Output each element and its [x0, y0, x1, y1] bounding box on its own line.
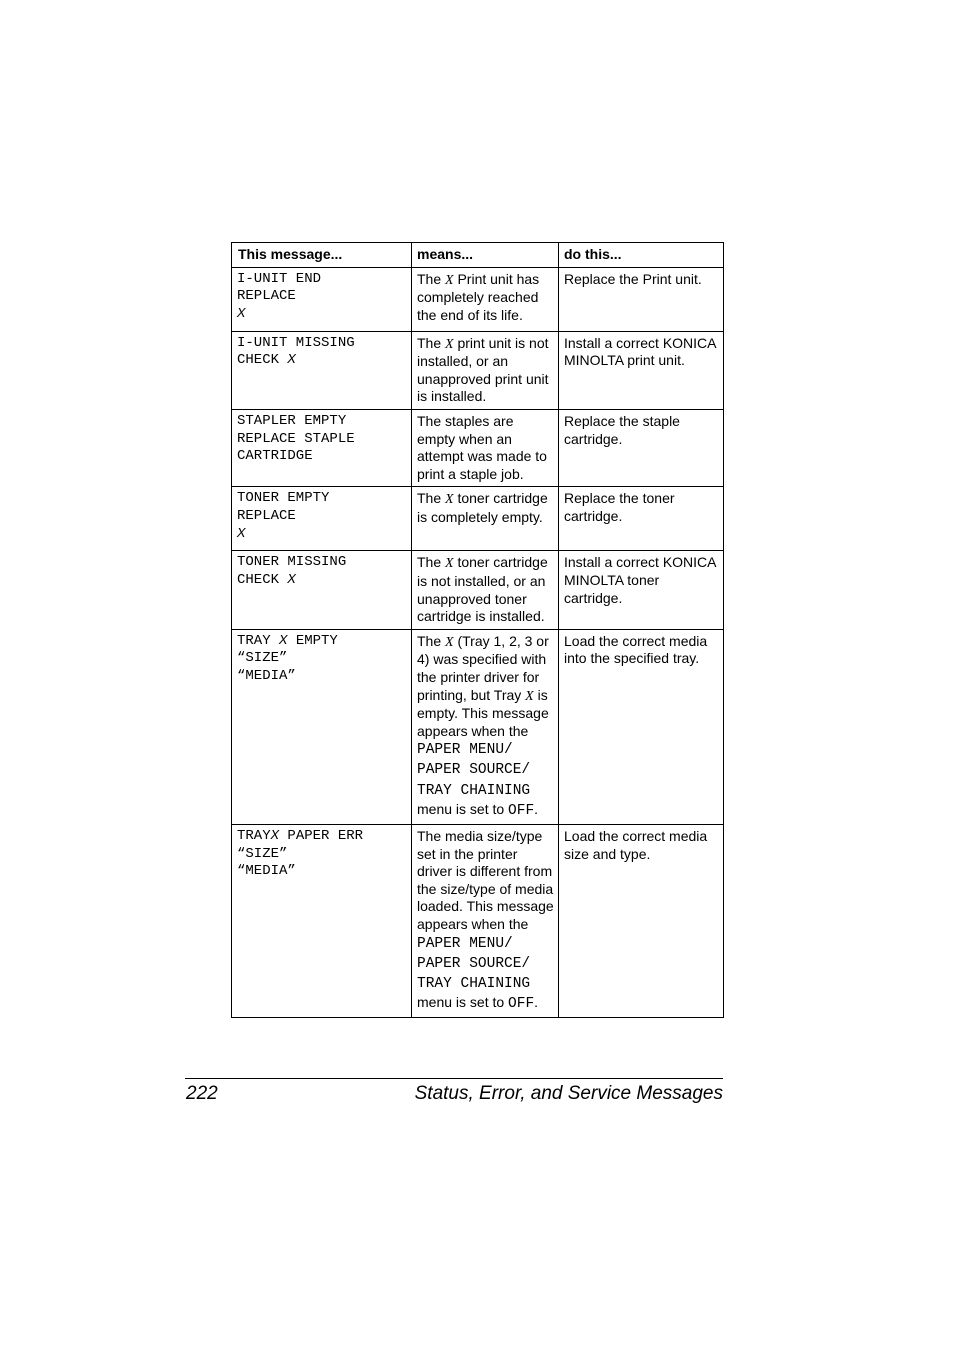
action-cell: Install a correct KONICA MINOLTA print unit. — [559, 331, 724, 409]
table-row — [232, 331, 724, 409]
means-cell: The X (Tray 1, 2, 3 or 4) was specified with the printer driver for printing, but Tray X is empty. This message appears when the PAPER MENU/ PAPER SOURCE/ TRAY CHAINING menu is set to OFF. — [412, 629, 559, 824]
page-number: 222 — [186, 1083, 218, 1104]
action-cell: Replace the Print unit. — [559, 267, 724, 331]
table-row — [232, 487, 724, 551]
action-cell: Replace the staple cartridge. — [559, 409, 724, 486]
header-means: means... — [412, 243, 559, 268]
message-cell: TRAYX PAPER ERR “SIZE” “MEDIA” — [232, 825, 412, 1018]
means-cell: The media size/type set in the printer driver is different from the size/type of media loaded. This message appears when the PAPER MENU/ PAPER SOURCE/ TRAY CHAINING menu is set to OFF. — [412, 825, 559, 1018]
action-cell: Load the correct media size and type. — [559, 825, 724, 1018]
means-cell: The staples are empty when an attempt was made to print a staple job. — [412, 409, 559, 486]
means-cell: The X Print unit has completely reached the end of its life. — [412, 267, 559, 331]
means-cell: The X toner cartridge is not installed, or an unapproved toner cartridge is installed. — [412, 551, 559, 629]
table-header-row — [232, 243, 724, 268]
message-cell: I-UNIT END REPLACE X — [232, 267, 412, 331]
table-row — [232, 409, 724, 486]
header-message: This message... — [232, 243, 412, 268]
message-cell: I-UNIT MISSING CHECK X — [232, 331, 412, 409]
action-cell: Install a correct KONICA MINOLTA toner cartridge. — [559, 551, 724, 629]
footer-title: Status, Error, and Service Messages — [414, 1083, 723, 1104]
message-cell: TONER MISSING CHECK X — [232, 551, 412, 629]
table-row — [232, 825, 724, 1018]
message-table — [231, 242, 724, 1018]
table-row — [232, 551, 724, 629]
footer-rule — [185, 1078, 723, 1079]
means-cell: The X print unit is not installed, or an unapproved print unit is installed. — [412, 331, 559, 409]
table-row — [232, 629, 724, 824]
message-cell: TRAY X EMPTY “SIZE” “MEDIA” — [232, 629, 412, 824]
message-cell: TONER EMPTY REPLACE X — [232, 487, 412, 551]
header-action: do this... — [559, 243, 724, 268]
table-row — [232, 267, 724, 331]
message-cell: STAPLER EMPTY REPLACE STAPLE CARTRIDGE — [232, 409, 412, 486]
action-cell: Replace the toner cartridge. — [559, 487, 724, 551]
means-cell: The X toner cartridge is completely empty. — [412, 487, 559, 551]
action-cell: Load the correct media into the specified tray. — [559, 629, 724, 824]
